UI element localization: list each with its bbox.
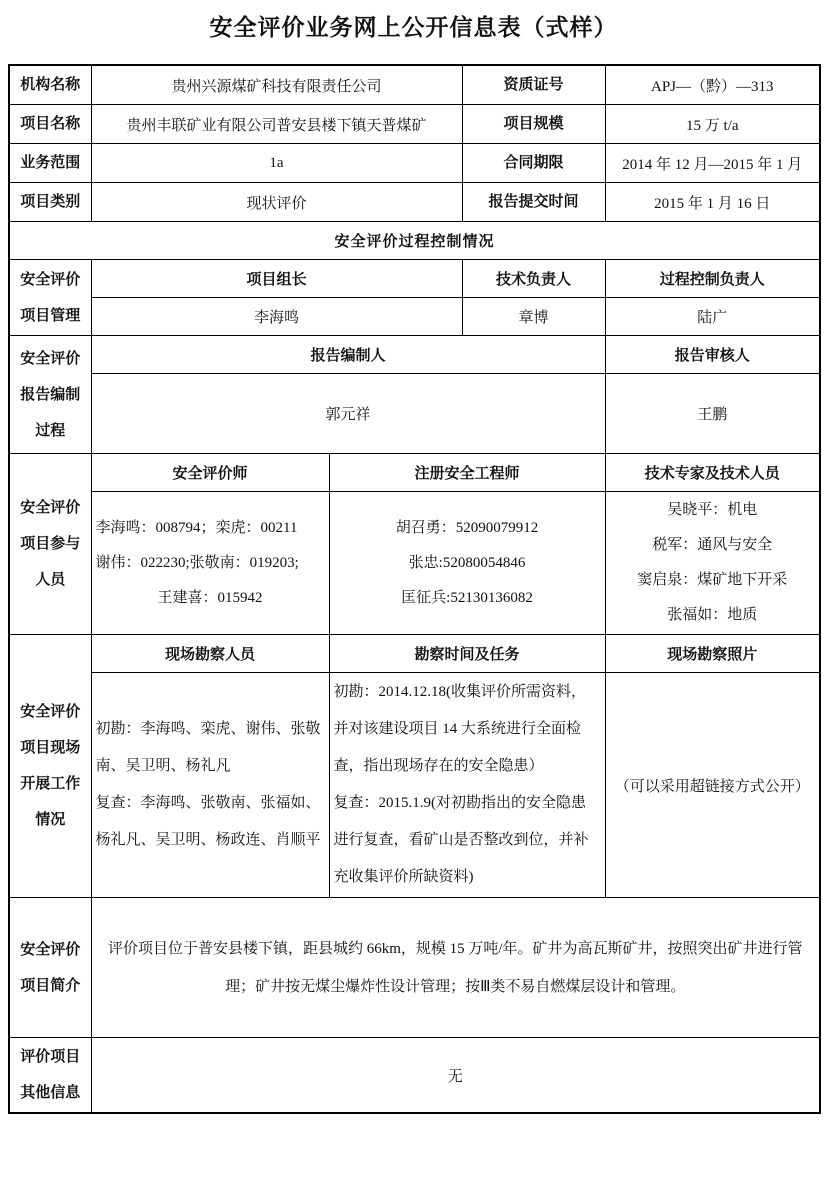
table-row — [9, 492, 820, 635]
engineers-list — [329, 492, 605, 635]
contract-period-label: 合同期限 — [462, 144, 605, 183]
site-schedule-paragraph: 复查：2015.1.9(对初勘指出的安全隐患进行复查，看矿山是否整改到位，并补充收集评价所缺资料) — [333, 795, 589, 885]
contract-period-value: 2014 年 12 月—2015 年 1 月 — [605, 144, 820, 183]
evaluators-list — [91, 492, 329, 635]
tech-lead-value: 章博 — [462, 298, 605, 336]
process-lead-value: 陆广 — [605, 298, 820, 336]
evaluator-line: 王建喜：015942 — [157, 589, 263, 606]
table-row — [9, 336, 820, 374]
tech-lead-header: 技术负责人 — [462, 260, 605, 298]
business-scope-value: 1a — [91, 144, 462, 183]
table-row — [9, 898, 820, 1038]
site-schedule-cell — [329, 673, 605, 898]
site-schedule-paragraph: 初勘：2014.12.18(收集评价所需资料，并对该建设项目 14 大系统进行全面检查，指出现场存在的安全隐患） — [333, 684, 586, 774]
project-leader-header: 项目组长 — [91, 260, 462, 298]
site-personnel-paragraph: 初勘：李海鸣、栾虎、谢伟、张敬南、吴卫明、杨礼凡 — [95, 721, 321, 774]
evaluator-line: 李海鸣：008794；栾虎：00211 — [95, 519, 298, 536]
project-scale-value: 15 万 t/a — [605, 105, 820, 144]
table-row — [9, 144, 820, 183]
experts-header: 技术专家及技术人员 — [605, 454, 820, 492]
section-title-process-control: 安全评价过程控制情况 — [9, 222, 820, 260]
org-name-label: 机构名称 — [9, 65, 91, 105]
table-row — [9, 1038, 820, 1114]
report-compiler-header: 报告编制人 — [91, 336, 605, 374]
engineer-line: 张忠:52080054846 — [408, 554, 526, 571]
info-table — [8, 64, 821, 1114]
cert-no-value: APJ—（黔）—313 — [605, 65, 820, 105]
process-lead-header: 过程控制负责人 — [605, 260, 820, 298]
engineer-line: 胡召勇：52090079912 — [395, 519, 539, 536]
site-personnel-cell — [91, 673, 329, 898]
expert-line: 税军：通风与安全 — [652, 537, 773, 553]
report-submit-label: 报告提交时间 — [462, 183, 605, 222]
report-reviewer-header: 报告审核人 — [605, 336, 820, 374]
management-row-label: 安全评价项目管理 — [9, 260, 91, 336]
table-row — [9, 454, 820, 492]
page-title: 安全评价业务网上公开信息表（式样） — [209, 14, 618, 40]
other-info-value: 无 — [91, 1038, 820, 1114]
site-photos-header: 现场勘察照片 — [605, 635, 820, 673]
engineer-line: 匡征兵:52130136082 — [401, 589, 533, 606]
table-row — [9, 105, 820, 144]
expert-line: 张福如：地质 — [667, 607, 758, 623]
report-compiler-value: 郭元祥 — [91, 374, 605, 454]
project-scale-label: 项目规模 — [462, 105, 605, 144]
table-row — [9, 65, 820, 105]
table-row — [9, 673, 820, 898]
table-row — [9, 635, 820, 673]
cert-no-label: 资质证号 — [462, 65, 605, 105]
expert-line: 吴晓平：机电 — [667, 502, 758, 518]
project-leader-value: 李海鸣 — [91, 298, 462, 336]
site-schedule-header: 勘察时间及任务 — [329, 635, 605, 673]
report-submit-value: 2015 年 1 月 16 日 — [605, 183, 820, 222]
experts-list — [605, 492, 820, 635]
summary-text: 评价项目位于普安县楼下镇，距县城约 66km，规模 15 万吨/年。矿井为高瓦斯矿井，按照突出矿井进行管理；矿井按无煤尘爆炸性设计管理；按Ⅲ类不易自燃煤层设计和管理。 — [91, 898, 820, 1038]
report-reviewer-value: 王鹏 — [605, 374, 820, 454]
evaluators-header: 安全评价师 — [91, 454, 329, 492]
table-row — [9, 298, 820, 336]
project-type-label: 项目类别 — [9, 183, 91, 222]
table-row — [9, 222, 820, 260]
org-name-value: 贵州兴源煤矿科技有限责任公司 — [91, 65, 462, 105]
table-row — [9, 260, 820, 298]
table-row — [9, 374, 820, 454]
site-personnel-paragraph: 复查：李海鸣、张敬南、张福如、杨礼凡、吴卫明、杨政连、肖顺平 — [95, 795, 321, 848]
site-photos-note: （可以采用超链接方式公开） — [605, 673, 820, 898]
expert-line: 窦启泉：煤矿地下开采 — [637, 572, 788, 588]
site-work-row-label: 安全评价项目现场开展工作情况 — [9, 635, 91, 898]
project-type-value: 现状评价 — [91, 183, 462, 222]
participants-row-label: 安全评价项目参与人员 — [9, 454, 91, 635]
business-scope-label: 业务范围 — [9, 144, 91, 183]
summary-row-label: 安全评价项目简介 — [9, 898, 91, 1038]
report-row-label: 安全评价报告编制过程 — [9, 336, 91, 454]
other-info-row-label: 评价项目其他信息 — [9, 1038, 91, 1114]
table-row — [9, 183, 820, 222]
site-personnel-header: 现场勘察人员 — [91, 635, 329, 673]
engineers-header: 注册安全工程师 — [329, 454, 605, 492]
project-name-value: 贵州丰联矿业有限公司普安县楼下镇天普煤矿 — [91, 105, 462, 144]
evaluator-line: 谢伟：022230;张敬南：019203; — [95, 554, 299, 571]
project-name-label: 项目名称 — [9, 105, 91, 144]
